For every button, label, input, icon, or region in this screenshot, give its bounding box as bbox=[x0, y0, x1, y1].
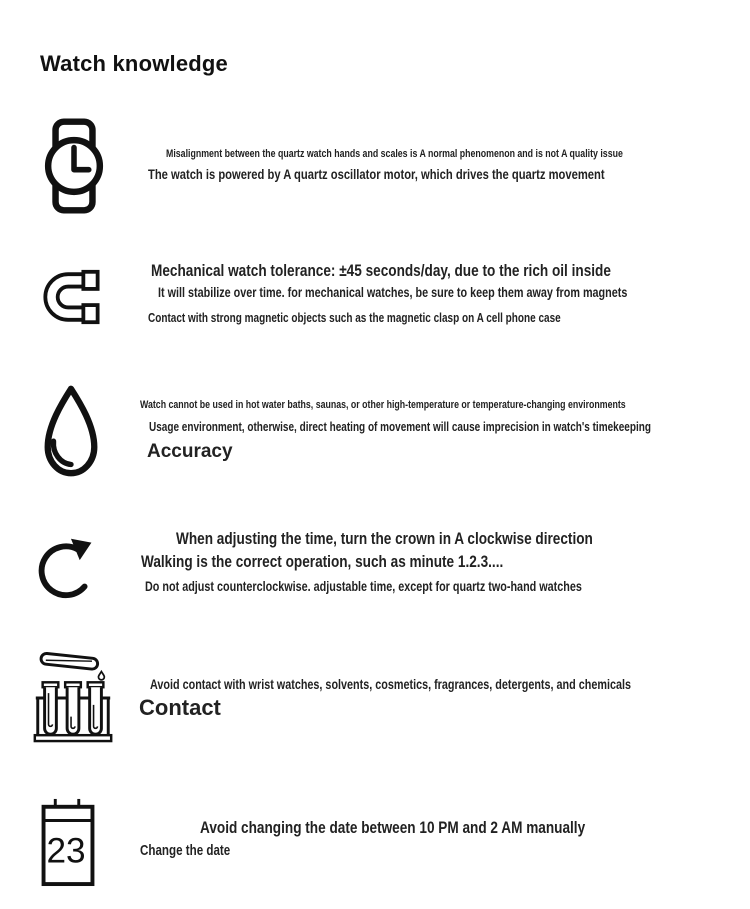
hot-water-warning: Watch cannot be used in hot water baths, saunas, or other high-temperature or temperature-changing environments bbox=[140, 399, 626, 411]
clockwise-headline: When adjusting the time, turn the crown in A clockwise direction bbox=[176, 529, 593, 548]
usage-environment-text: Usage environment, otherwise, direct heating of movement will cause imprecision in watch's timekeeping bbox=[149, 420, 651, 434]
magnet-warning-text: It will stabilize over time. for mechanical watches, be sure to keep them away from magnets bbox=[158, 285, 628, 300]
date-change-headline: Avoid changing the date between 10 PM and 2 AM manually bbox=[200, 818, 586, 837]
walking-operation-text: Walking is the correct operation, such as minute 1.2.3.... bbox=[141, 552, 504, 571]
accuracy-heading: Accuracy bbox=[147, 441, 233, 462]
chemicals-warning: Avoid contact with wrist watches, solvents, cosmetics, fragrances, detergents, and chemicals bbox=[150, 677, 631, 692]
tolerance-headline: Mechanical watch tolerance: ±45 seconds/day, due to the rich oil inside bbox=[151, 261, 611, 280]
calendar-day-number: 23 bbox=[46, 831, 86, 871]
page-title: Watch knowledge bbox=[40, 50, 228, 76]
magnet-contact-note: Contact with strong magnetic objects such as the magnetic clasp on A cell phone case bbox=[148, 311, 561, 325]
change-date-label: Change the date bbox=[140, 843, 231, 859]
calendar-icon bbox=[40, 797, 96, 887]
contact-heading: Contact bbox=[139, 695, 221, 720]
quartz-movement-text: The watch is powered by A quartz oscillator motor, which drives the quartz movement bbox=[148, 166, 605, 182]
quartz-misalignment-note: Misalignment between the quartz watch hands and scales is A normal phenomenon and is not A quality issue bbox=[166, 148, 623, 160]
counterclockwise-note: Do not adjust counterclockwise. adjustable time, except for quartz two-hand watches bbox=[145, 579, 582, 594]
